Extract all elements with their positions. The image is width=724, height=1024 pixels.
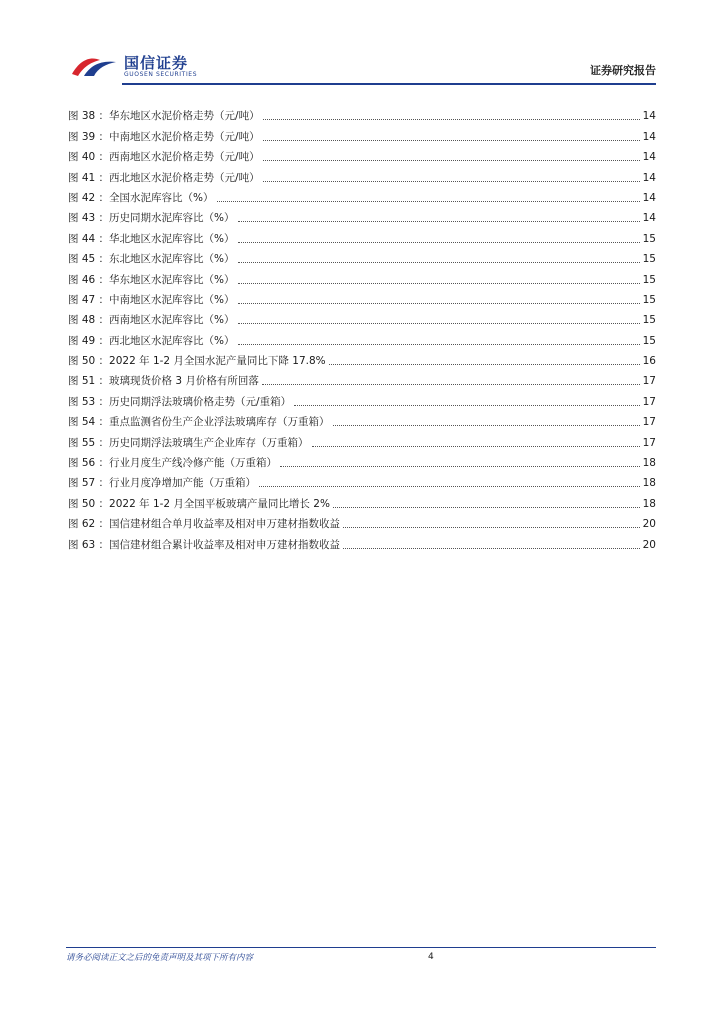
- toc-page-number: 14: [642, 130, 656, 143]
- page-number: 4: [428, 952, 434, 962]
- toc-dot-leader: [238, 261, 640, 263]
- toc-figure-number: 图 38 ：: [68, 110, 110, 123]
- toc-entry[interactable]: [68, 348, 656, 368]
- toc-dot-leader: [238, 302, 640, 304]
- toc-figure-number: 图 53 ：: [68, 395, 110, 408]
- report-type-label: 证券研究报告: [590, 64, 656, 77]
- toc-page-number: 15: [642, 293, 656, 306]
- toc-figure-title: 华东地区水泥价格走势（元/吨）: [109, 110, 260, 123]
- toc-entry[interactable]: [68, 123, 656, 143]
- toc-figure-title: 东北地区水泥库容比（%）: [109, 253, 235, 266]
- toc-dot-leader: [238, 220, 640, 222]
- toc-entry[interactable]: [68, 368, 656, 388]
- toc-figure-title: 西北地区水泥库容比（%）: [109, 334, 235, 347]
- toc-dot-leader: [263, 159, 640, 161]
- toc-entry[interactable]: [68, 327, 656, 347]
- toc-page-number: 14: [642, 212, 656, 225]
- toc-dot-leader: [343, 547, 640, 549]
- logo-english-name: GUOSEN SECURITIES: [124, 71, 198, 78]
- toc-entry[interactable]: [68, 450, 656, 470]
- toc-figure-title: 中南地区水泥库容比（%）: [109, 293, 235, 306]
- figure-list: [68, 103, 656, 552]
- toc-dot-leader: [238, 322, 640, 324]
- toc-figure-title: 行业月度生产线冷修产能（万重箱）: [109, 457, 278, 470]
- toc-page-number: 15: [642, 232, 656, 245]
- toc-figure-number: 图 56 ：: [68, 457, 110, 470]
- toc-figure-number: 图 43 ：: [68, 212, 110, 225]
- toc-figure-title: 历史同期浮法玻璃生产企业库存（万重箱）: [109, 436, 309, 449]
- toc-figure-number: 图 55 ：: [68, 436, 110, 449]
- toc-entry[interactable]: [68, 266, 656, 286]
- toc-figure-title: 西南地区水泥库容比（%）: [109, 314, 235, 327]
- toc-figure-title: 全国水泥库容比（%）: [109, 191, 214, 204]
- toc-page-number: 15: [642, 253, 656, 266]
- toc-dot-leader: [343, 526, 640, 528]
- toc-entry[interactable]: [68, 225, 656, 245]
- toc-page-number: 17: [642, 395, 656, 408]
- toc-figure-number: 图 54 ：: [68, 416, 110, 429]
- toc-figure-title: 西南地区水泥价格走势（元/吨）: [109, 151, 260, 164]
- toc-figure-number: 图 62 ：: [68, 518, 110, 531]
- toc-figure-number: 图 50 ：: [68, 497, 110, 510]
- toc-dot-leader: [263, 139, 640, 141]
- toc-figure-number: 图 42 ：: [68, 191, 110, 204]
- toc-entry[interactable]: [68, 164, 656, 184]
- toc-page-number: 14: [642, 171, 656, 184]
- toc-figure-title: 历史同期水泥库容比（%）: [109, 212, 235, 225]
- toc-figure-title: 国信建材组合累计收益率及相对申万建材指数收益: [109, 538, 341, 551]
- toc-figure-number: 图 51 ：: [68, 375, 110, 388]
- toc-figure-number: 图 46 ：: [68, 273, 110, 286]
- header-divider: [122, 83, 656, 85]
- toc-figure-number: 图 39 ：: [68, 130, 110, 143]
- toc-page-number: 17: [642, 375, 656, 388]
- toc-dot-leader: [238, 343, 640, 345]
- toc-page-number: 20: [642, 518, 656, 531]
- toc-figure-number: 图 40 ：: [68, 151, 110, 164]
- toc-entry[interactable]: [68, 429, 656, 449]
- toc-page-number: 15: [642, 314, 656, 327]
- toc-entry[interactable]: [68, 205, 656, 225]
- toc-page-number: 15: [642, 334, 656, 347]
- toc-entry[interactable]: [68, 185, 656, 205]
- toc-figure-number: 图 41 ：: [68, 171, 110, 184]
- toc-figure-title: 国信建材组合单月收益率及相对申万建材指数收益: [109, 518, 341, 531]
- toc-entry[interactable]: [68, 531, 656, 551]
- logo-chinese-name: 国信证券: [124, 54, 189, 72]
- toc-figure-title: 历史同期浮法玻璃价格走势（元/重箱）: [109, 395, 292, 408]
- toc-figure-title: 2022 年 1-2 月全国水泥产量同比下降 17.8%: [109, 355, 326, 368]
- toc-figure-number: 图 48 ：: [68, 314, 110, 327]
- toc-figure-number: 图 49 ：: [68, 334, 110, 347]
- toc-dot-leader: [262, 383, 640, 385]
- toc-entry[interactable]: [68, 307, 656, 327]
- toc-page-number: 20: [642, 538, 656, 551]
- toc-page-number: 18: [642, 497, 656, 510]
- toc-entry[interactable]: [68, 511, 656, 531]
- toc-page-number: 18: [642, 457, 656, 470]
- toc-entry[interactable]: [68, 409, 656, 429]
- toc-dot-leader: [329, 363, 640, 365]
- toc-figure-number: 图 63 ：: [68, 538, 110, 551]
- toc-figure-title: 重点监测省份生产企业浮法玻璃库存（万重箱）: [109, 416, 330, 429]
- toc-entry[interactable]: [68, 287, 656, 307]
- toc-dot-leader: [263, 180, 640, 182]
- toc-dot-leader: [238, 241, 640, 243]
- disclaimer-text: 请务必阅读正文之后的免责声明及其项下所有内容: [66, 953, 254, 963]
- toc-figure-title: 西北地区水泥价格走势（元/吨）: [109, 171, 260, 184]
- toc-page-number: 16: [642, 355, 656, 368]
- toc-figure-number: 图 45 ：: [68, 253, 110, 266]
- toc-dot-leader: [280, 465, 640, 467]
- toc-page-number: 14: [642, 151, 656, 164]
- toc-entry[interactable]: [68, 103, 656, 123]
- toc-entry[interactable]: [68, 388, 656, 408]
- toc-entry[interactable]: [68, 490, 656, 510]
- toc-dot-leader: [263, 118, 640, 120]
- toc-page-number: 18: [642, 477, 656, 490]
- toc-dot-leader: [333, 506, 640, 508]
- toc-dot-leader: [217, 200, 640, 202]
- toc-dot-leader: [259, 485, 640, 487]
- toc-dot-leader: [312, 445, 640, 447]
- toc-entry[interactable]: [68, 246, 656, 266]
- toc-page-number: 14: [642, 191, 656, 204]
- toc-page-number: 17: [642, 436, 656, 449]
- toc-entry[interactable]: [68, 144, 656, 164]
- toc-dot-leader: [294, 404, 640, 406]
- toc-figure-title: 华东地区水泥库容比（%）: [109, 273, 235, 286]
- toc-page-number: 17: [642, 416, 656, 429]
- guosen-logo-icon: [70, 54, 118, 78]
- toc-page-number: 14: [642, 110, 656, 123]
- toc-page-number: 15: [642, 273, 656, 286]
- toc-dot-leader: [238, 282, 640, 284]
- toc-figure-title: 2022 年 1-2 月全国平板玻璃产量同比增长 2%: [109, 497, 330, 510]
- toc-figure-title: 玻璃现货价格 3 月价格有所回落: [109, 375, 259, 388]
- page-header: [66, 48, 656, 84]
- toc-figure-number: 图 47 ：: [68, 293, 110, 306]
- toc-figure-title: 华北地区水泥库容比（%）: [109, 232, 235, 245]
- toc-entry[interactable]: [68, 470, 656, 490]
- toc-figure-number: 图 50 ：: [68, 355, 110, 368]
- toc-figure-title: 行业月度净增加产能（万重箱）: [109, 477, 257, 490]
- toc-dot-leader: [333, 424, 640, 426]
- toc-figure-title: 中南地区水泥价格走势（元/吨）: [109, 130, 260, 143]
- footer-divider: [66, 947, 656, 948]
- toc-figure-number: 图 57 ：: [68, 477, 110, 490]
- toc-figure-number: 图 44 ：: [68, 232, 110, 245]
